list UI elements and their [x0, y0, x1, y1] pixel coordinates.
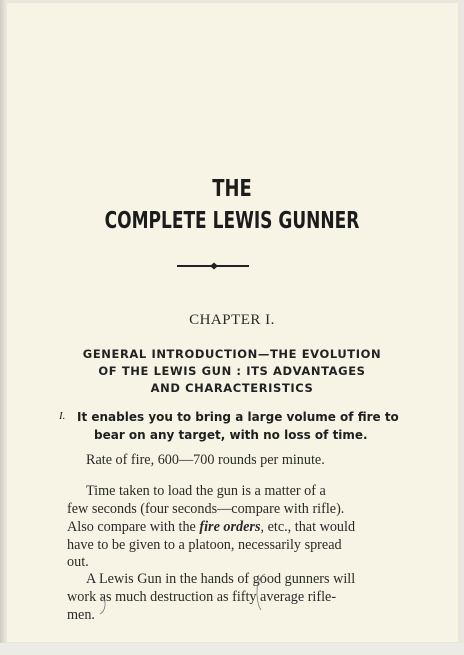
ornament-divider	[177, 260, 249, 272]
load-paragraph-line-1: Time taken to load the gun is a matter of a	[86, 483, 326, 499]
section-heading-line-2: OF THE LEWIS GUN : ITS ADVANTAGES	[98, 364, 366, 378]
gunners-paragraph-line-3: men.	[67, 607, 95, 623]
load-paragraph-line-4: have to be given to a platoon, necessarily spread	[67, 537, 342, 553]
book-title-line-1: THE	[212, 176, 252, 202]
fire-orders-emphasis: fire orders	[199, 519, 261, 535]
load-paragraph-line-2: few seconds (four seconds—compare with rifle).	[67, 501, 345, 517]
load-paragraph-line-3	[67, 520, 355, 534]
point-1-line-1: It enables you to bring a large volume of fire to	[77, 410, 399, 424]
section-heading-line-3: AND CHARACTERISTICS	[150, 381, 314, 395]
chapter-label: CHAPTER I.	[189, 312, 275, 328]
pencil-bracket-mark-2	[98, 592, 108, 616]
gunners-paragraph-line-2: work as much destruction as fifty average rifle-	[67, 589, 337, 605]
scan-bottom-band	[0, 643, 464, 655]
point-1-line-2: bear on any target, with no loss of time.	[94, 428, 368, 442]
pencil-bracket-mark	[255, 572, 267, 612]
rate-of-fire-text: Rate of fire, 600—700 rounds per minute.	[86, 452, 325, 468]
load-paragraph-line-5: out.	[67, 554, 89, 570]
book-title-line-2: COMPLETE LEWIS GUNNER	[104, 208, 360, 234]
load-line-3-before: Also compare with the	[67, 519, 200, 535]
gunners-paragraph-line-1: A Lewis Gun in the hands of good gunners will	[86, 571, 356, 587]
section-heading-line-1: GENERAL INTRODUCTION—THE EVOLUTION	[82, 347, 382, 361]
load-line-3-after: , etc., that would	[260, 519, 356, 535]
point-number: I.	[59, 410, 66, 422]
